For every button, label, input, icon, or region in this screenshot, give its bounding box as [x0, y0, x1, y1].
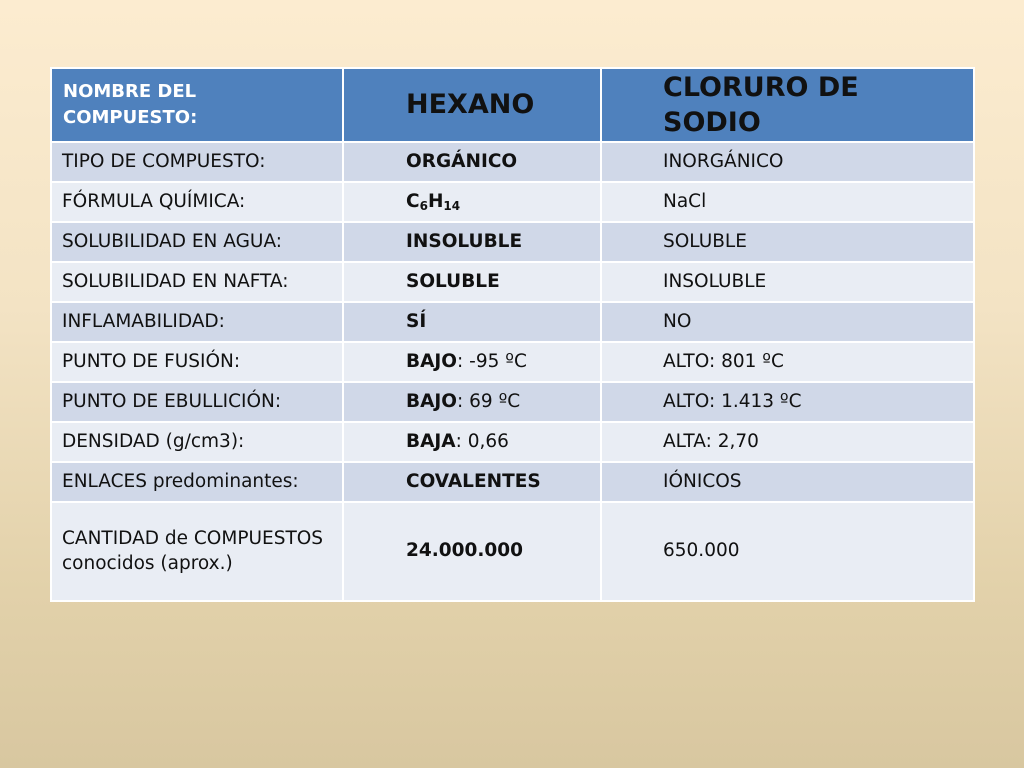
table-row — [51, 142, 974, 182]
header-cloruro-de-sodio: CLORURO DE SODIO — [601, 68, 974, 142]
table-row — [51, 422, 974, 462]
property-cell: INFLAMABILIDAD: — [51, 302, 343, 342]
nacl-cell: INSOLUBLE — [601, 262, 974, 302]
hexano-bold-value: BAJO — [406, 350, 458, 372]
table-row — [51, 262, 974, 302]
hexano-cell: COVALENTES — [343, 462, 601, 502]
property-cell: SOLUBILIDAD EN NAFTA: — [51, 262, 343, 302]
table-row — [51, 182, 974, 222]
table-row — [51, 382, 974, 422]
table-row — [51, 502, 974, 601]
formula-c-subscript: 6 — [419, 198, 428, 213]
hexano-cell: ORGÁNICO — [343, 142, 601, 182]
formula-c: C — [406, 190, 420, 212]
property-cell: FÓRMULA QUÍMICA: — [51, 182, 343, 222]
table-row — [51, 302, 974, 342]
hexano-cell — [343, 342, 601, 382]
table-row — [51, 342, 974, 382]
property-cell: PUNTO DE EBULLICIÓN: — [51, 382, 343, 422]
formula-h-subscript: 14 — [443, 198, 461, 213]
table-row — [51, 462, 974, 502]
hexano-cell: SÍ — [343, 302, 601, 342]
property-cell: ENLACES predominantes: — [51, 462, 343, 502]
property-cell: PUNTO DE FUSIÓN: — [51, 342, 343, 382]
property-cell: CANTIDAD de COMPUESTOS conocidos (aprox.) — [51, 502, 343, 601]
hexano-value-detail: : -95 ºC — [457, 350, 527, 372]
hexano-value-detail: : 69 ºC — [457, 390, 521, 412]
hexano-cell: INSOLUBLE — [343, 222, 601, 262]
hexano-formula-cell — [343, 182, 601, 222]
nacl-cell: ALTO: 1.413 ºC — [601, 382, 974, 422]
formula-h: H — [427, 190, 444, 212]
hexano-cell — [343, 422, 601, 462]
nacl-cell: IÓNICOS — [601, 462, 974, 502]
hexano-cell — [343, 382, 601, 422]
hexano-value-detail: : 0,66 — [455, 430, 509, 452]
nacl-cell: NaCl — [601, 182, 974, 222]
nacl-cell: 650.000 — [601, 502, 974, 601]
nacl-cell: SOLUBLE — [601, 222, 974, 262]
hexano-cell: 24.000.000 — [343, 502, 601, 601]
hexano-bold-value: BAJA — [406, 430, 456, 452]
nacl-cell: ALTO: 801 ºC — [601, 342, 974, 382]
table-row — [51, 222, 974, 262]
nacl-cell: NO — [601, 302, 974, 342]
hexano-bold-value: BAJO — [406, 390, 458, 412]
property-cell: DENSIDAD (g/cm3): — [51, 422, 343, 462]
property-cell: SOLUBILIDAD EN AGUA: — [51, 222, 343, 262]
table-header-row — [51, 68, 974, 142]
nacl-cell: ALTA: 2,70 — [601, 422, 974, 462]
header-label: NOMBRE DEL COMPUESTO: — [51, 68, 343, 142]
comparison-table — [50, 67, 975, 602]
header-hexano: HEXANO — [343, 68, 601, 142]
hexano-cell: SOLUBLE — [343, 262, 601, 302]
nacl-cell: INORGÁNICO — [601, 142, 974, 182]
property-cell: TIPO DE COMPUESTO: — [51, 142, 343, 182]
